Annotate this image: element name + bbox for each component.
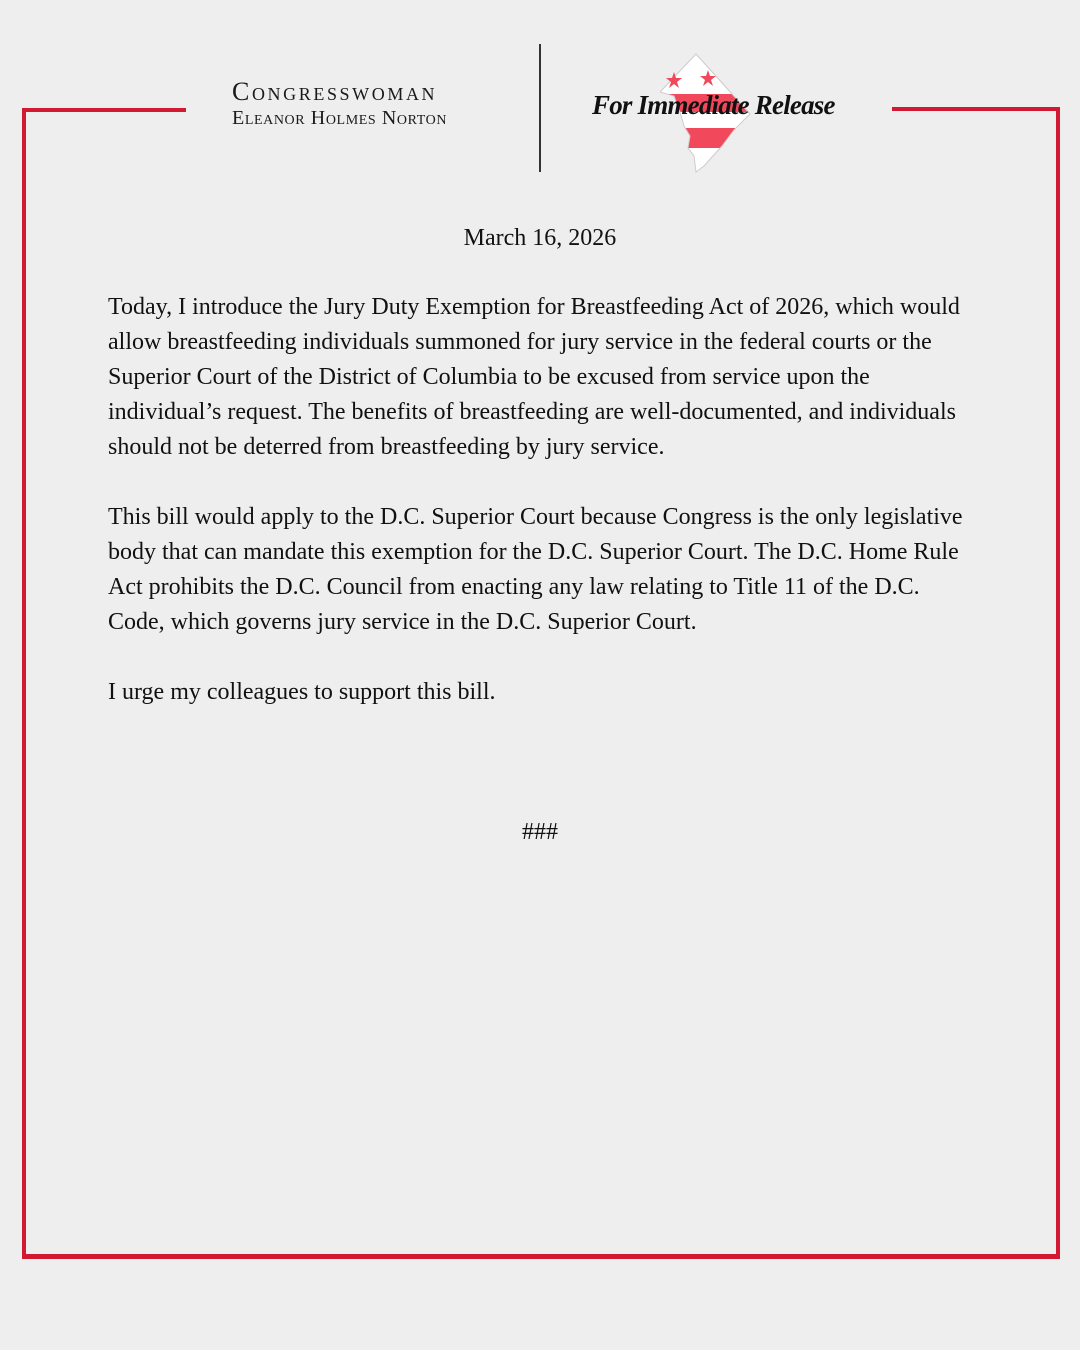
letterhead	[0, 0, 1080, 200]
release-date: March 16, 2026	[463, 225, 617, 251]
paragraph: Today, I introduce the Jury Duty Exemption for Breastfeeding Act of 2026, which would allow breastfeeding individuals summoned for jury service in the federal courts or the Superior Court of the District of Columbia to be excused from service upon the individual’s request. The benefits of breastfeeding are well-documented, and individuals should not be deterred from breastfeeding by jury service.	[108, 294, 960, 460]
release-label: For Immediate Release	[592, 90, 835, 120]
frame-border-left	[22, 108, 26, 1258]
end-mark: ###	[522, 819, 558, 845]
frame-border-bottom	[22, 1254, 1060, 1259]
office-name	[232, 78, 447, 130]
statement-body	[108, 290, 978, 745]
paragraph: I urge my colleagues to support this bill.	[108, 679, 496, 705]
paragraph: This bill would apply to the D.C. Superior Court because Congress is the only legislative body that can mandate this exemption for the D.C. Superior Court. The D.C. Home Rule Act prohibits the D.C. Council from enacting any law relating to Title 11 of the D.C. Code, which governs jury service in the D.C. Superior Court.	[108, 504, 963, 635]
office-title: Congresswoman	[232, 77, 438, 106]
frame-border-right	[1056, 107, 1060, 1259]
header-divider	[539, 44, 541, 172]
office-holder-name: Eleanor Holmes Norton	[232, 107, 448, 129]
